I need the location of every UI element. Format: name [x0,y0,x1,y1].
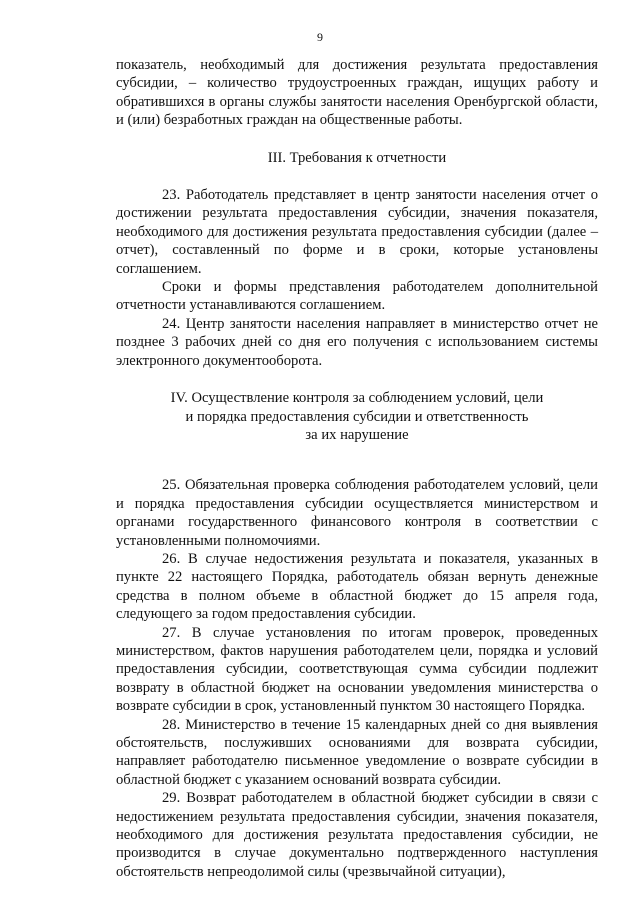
paragraph-23: 23. Работодатель представляет в центр занятости населения отчет о достижении результата предоставления субсидии, значения показателя, необходимого для достижения результата предоставления субсидии (далее – отчет), составленный по форме и в сроки, которые установлены соглашением. [116,187,598,277]
section-4-heading-line: и порядка предоставления субсидии и ответственность [185,408,529,425]
paragraph-28: 28. Министерство в течение 15 календарных дней со дня выявления обстоятельств, послуживших основаниями для возврата субсидии, направляет работодателю письменное уведомление о возврате субсидии в областной бюджет с указанием оснований возврата субсидии. [116,716,598,788]
page-number: 9 [317,30,323,44]
page-content [116,56,598,881]
paragraph-24: 24. Центр занятости населения направляет в министерство отчет не позднее 3 рабочих дней со дня его получения с использованием системы электронного документооборота. [116,315,598,369]
paragraph-continuation: показатель, необходимый для достижения результата предоставления субсидии, – количество трудоустроенных граждан, ищущих работу и обратившихся в органы службы занятости населения Оренбургской области, и (или) безработных граждан на общественные работы. [116,57,598,129]
section-3-heading: III. Требования к отчетности [267,149,447,166]
paragraph-27: 27. В случае установления по итогам проверок, проведенных министерством, фактов нарушения работодателем цели, порядка и условий предоставления субсидии, соответствующая сумма субсидии подлежит возврату в областной бюджет на основании уведомления министерства о возврате субсидии в срок, установленный пунктом 30 настоящего Порядка. [116,624,598,715]
paragraph-29: 29. Возврат работодателем в областной бюджет субсидии в связи с недостижением результата предоставления субсидии, значения показателя, необходимого для достижения результата предоставления субсидии, не производится в случае документально подтвержденного наступления обстоятельств непреодолимой силы (чрезвычайной ситуации), [116,790,598,880]
paragraph-reporting-terms: Сроки и формы представления работодателем дополнительной отчетности устанавливаются соглашением. [116,279,598,314]
section-4-heading-line: за их нарушение [305,426,409,443]
section-4-heading-line: IV. Осуществление контроля за соблюдением условий, цели [170,390,544,407]
section-4-heading [116,389,598,444]
paragraph-26: 26. В случае недостижения результата и показателя, указанных в пункте 22 настоящего Порядка, работодатель обязан вернуть денежные средства в полном объеме в областной бюджет до 15 апреля года, следующего за годом предоставления субсидии. [116,550,598,623]
paragraph-25: 25. Обязательная проверка соблюдения работодателем условий, цели и порядка предоставления субсидии осуществляется министерством и органами государственного финансового контроля в соответствии с установленными полномочиями. [116,477,598,549]
